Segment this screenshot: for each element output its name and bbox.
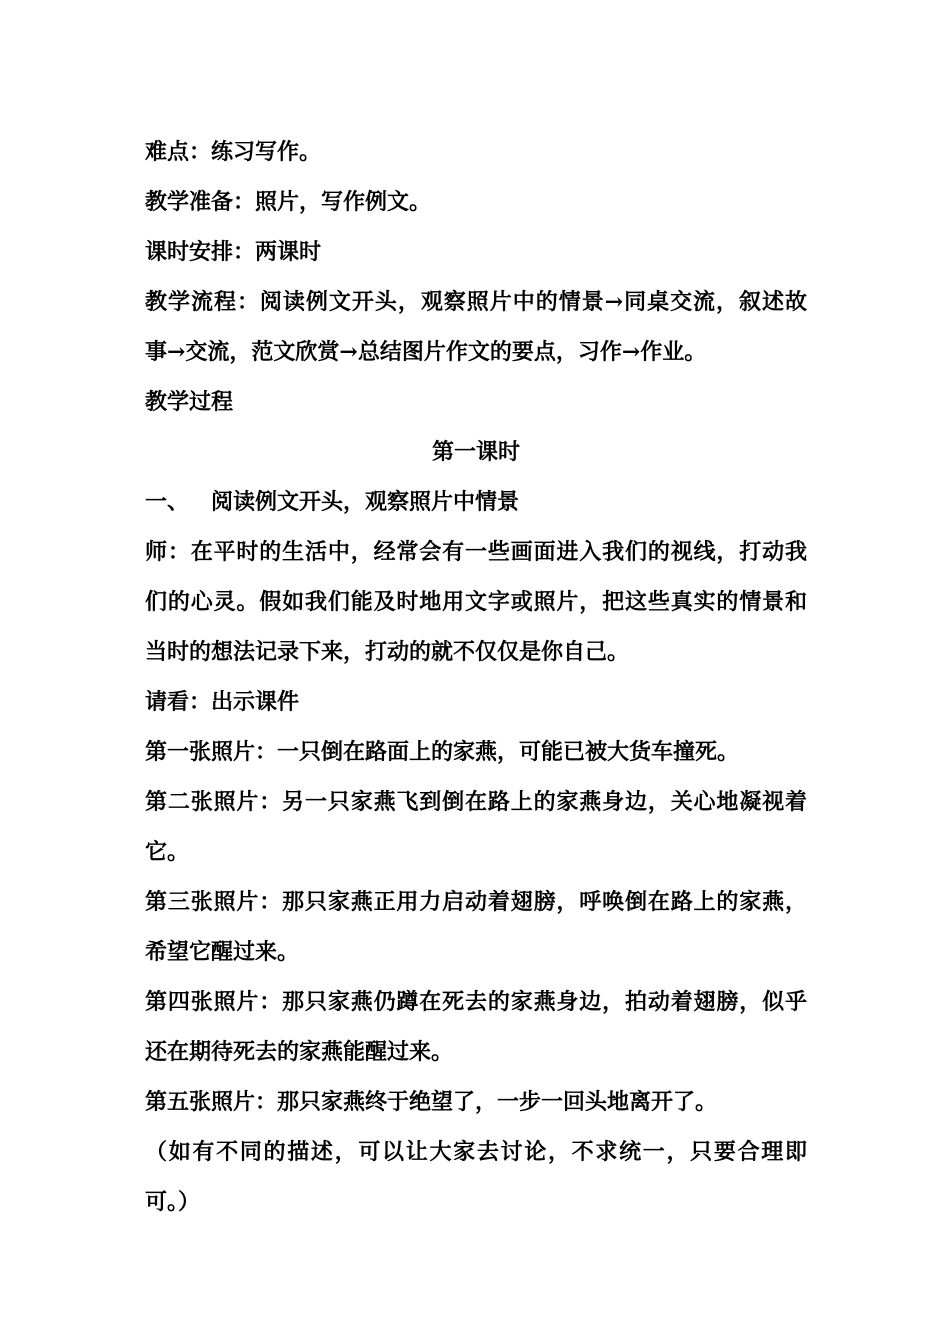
section-title: 阅读例文开头，观察照片中情景 <box>211 489 520 515</box>
preparation-line: 教学准备：照片，写作例文。 <box>145 189 432 215</box>
section-heading <box>145 477 807 527</box>
photo-2-line-1: 第二张照片：另一只家燕飞到倒在路上的家燕身边，关心地凝视着 <box>145 789 807 815</box>
photo-3-line-2: 希望它醒过来。 <box>145 939 300 965</box>
note-line-2: 可。） <box>145 1189 201 1215</box>
photo-4-line-1: 第四张照片：那只家燕仍蹲在死去的家燕身边，拍动着翅膀，似乎 <box>145 989 807 1015</box>
lesson-title: 第一课时 <box>431 439 520 465</box>
photo-1-line: 第一张照片：一只倒在路面上的家燕，可能已被大货车撞死。 <box>145 739 740 765</box>
photo-4-line-2: 还在期待死去的家燕能醒过来。 <box>145 1039 454 1065</box>
process-line-2: 事→交流，范文欣赏→总结图片作文的要点，习作→作业。 <box>145 339 707 365</box>
difficulty-line: 难点：练习写作。 <box>145 139 322 165</box>
teacher-paragraph-line-3: 当时的想法记录下来，打动的就不仅仅是你自己。 <box>145 639 630 665</box>
photo-2-line-2: 它。 <box>145 839 190 865</box>
document-body <box>145 127 807 1227</box>
photo-3-line-1: 第三张照片：那只家燕正用力启动着翅膀，呼唤倒在路上的家燕， <box>145 889 807 915</box>
photo-5-line: 第五张照片：那只家燕终于绝望了，一步一回头地离开了。 <box>145 1089 718 1115</box>
teacher-paragraph-line-1: 师：在平时的生活中，经常会有一些画面进入我们的视线，打动我 <box>145 539 807 565</box>
courseware-line: 请看：出示课件 <box>145 689 300 715</box>
teacher-paragraph-line-2: 们的心灵。假如我们能及时地用文字或照片，把这些真实的情景和 <box>145 589 807 615</box>
note-line-1: （如有不同的描述，可以让大家去讨论，不求统一，只要合理即 <box>145 1139 807 1165</box>
section-number: 一、 <box>145 489 190 515</box>
teaching-process-heading: 教学过程 <box>145 389 234 415</box>
schedule-line: 课时安排：两课时 <box>145 239 322 265</box>
process-line-1: 教学流程：阅读例文开头，观察照片中的情景→同桌交流，叙述故 <box>145 289 807 315</box>
